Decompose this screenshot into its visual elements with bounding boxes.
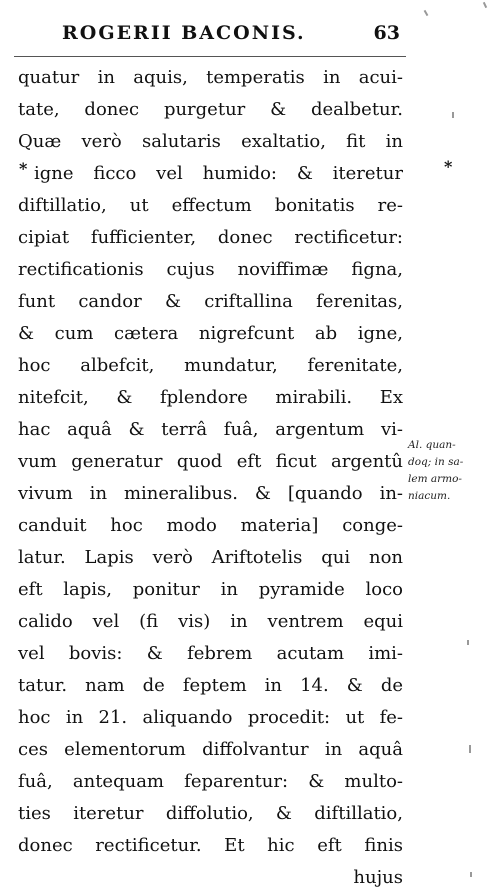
text-line: cipiat fufficienter, donec rectificetur: [18, 227, 403, 248]
text-line: funt candor & criftallina ferenitas, [18, 291, 403, 312]
speck [424, 10, 429, 16]
text-line: eft lapis, ponitur in pyramide loco [18, 579, 403, 600]
text-line: vum generatur quod eft ficut argentû [18, 451, 403, 472]
catchword: hujus [353, 867, 403, 888]
text-line: rectificationis cujus noviffimæ figna, [18, 259, 403, 280]
speck [483, 2, 487, 8]
page-number: 63 [373, 22, 400, 44]
page-header [62, 22, 402, 52]
text-line: ties iteretur diffolutio, & diftillatio, [18, 803, 403, 824]
text-line: hac aquâ & terrâ fuâ, argentum vi- [18, 419, 403, 440]
margin-note-line: doq; in sa- [408, 456, 464, 468]
margin-note-line: niacum. [408, 490, 451, 502]
text-line: Quæ verò salutaris exaltatio, fit in [18, 131, 403, 152]
text-line: diftillatio, ut effectum bonitatis re- [18, 195, 403, 216]
text-line: ces elementorum diffolvantur in aquâ [18, 739, 403, 760]
text-line: tate, donec purgetur & dealbetur. [18, 99, 403, 120]
text-line: vivum in mineralibus. & [quando in- [18, 483, 403, 504]
text-line: fuâ, antequam feparentur: & multo- [18, 771, 403, 792]
body-text [18, 62, 403, 894]
margin-marker: * [444, 157, 453, 176]
text-line: hoc albefcit, mundatur, ferenitate, [18, 355, 403, 376]
text-line: igne ficco vel humido: & iteretur [34, 163, 403, 184]
text-line: tatur. nam de feptem in 14. & de [18, 675, 403, 696]
speck [467, 640, 469, 645]
running-title: ROGERII BACONIS. [62, 22, 306, 44]
text-line: nitefcit, & fplendore mirabili. Ex [18, 387, 403, 408]
speck [469, 745, 471, 753]
text-line: vel bovis: & febrem acutam imi- [18, 643, 403, 664]
text-line: & cum cætera nigrefcunt ab igne, [18, 323, 403, 344]
text-line: hoc in 21. aliquando procedit: ut fe- [18, 707, 403, 728]
margin-note-line: Al. quan- [408, 439, 456, 451]
speck [470, 872, 472, 877]
margin-note [408, 437, 488, 505]
footnote-marker: * [19, 159, 28, 178]
text-line: quatur in aquis, temperatis in acui- [18, 67, 403, 88]
header-rule [14, 56, 406, 57]
margin-note-line: lem armo- [408, 473, 462, 485]
speck [452, 112, 454, 118]
text-line: canduit hoc modo materia] conge- [18, 515, 403, 536]
text-line: donec rectificetur. Et hic eft finis [18, 835, 403, 856]
text-line: calido vel (fi vis) in ventrem equi [18, 611, 403, 632]
text-line: latur. Lapis verò Ariftotelis qui non [18, 547, 403, 568]
